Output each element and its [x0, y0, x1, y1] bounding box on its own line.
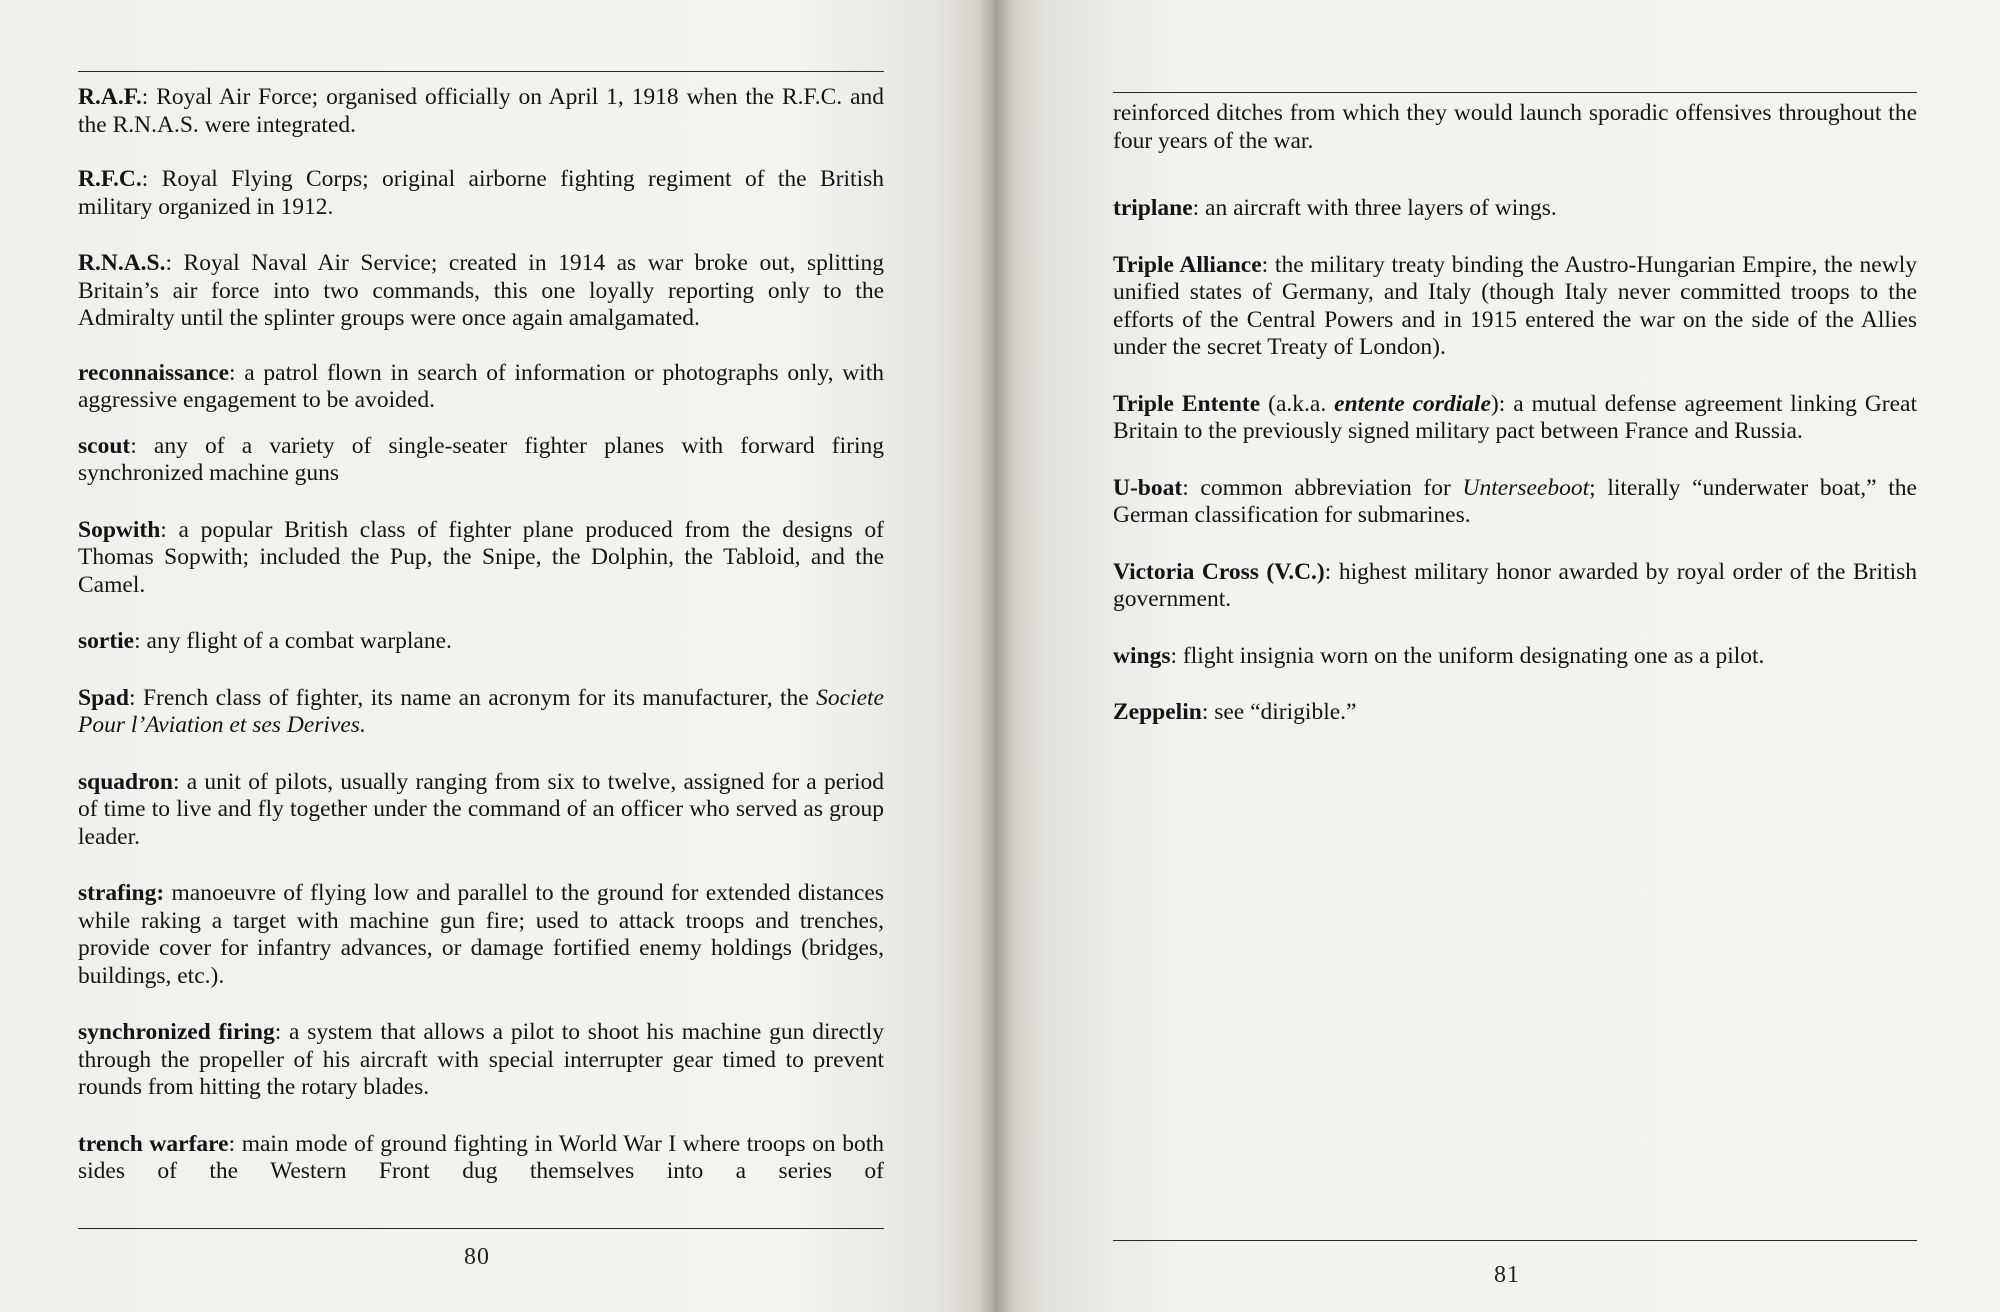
glossary-entry-sopwith: Sopwith: a popular British class of fighter plane produced from the designs of Thomas Sopwith; included the Pup, the Snipe, the Dolphin, the Tabloid, and the Camel. [78, 516, 885, 598]
glossary-entry-rnas: R.N.A.S.: Royal Naval Air Service; created in 1914 as war broke out, splitting Britain’s air force into two commands, this one loyally reporting only to the Admiralty until the splinter groups were once again amalgamated. [78, 250, 884, 331]
term: wings [1113, 642, 1171, 669]
definition: a popular British class of fighter plane produced from the designs of Thomas Sopwith; included the Pup, the Snipe, the Dolphin, the Tabloid, and the Camel. [78, 516, 885, 598]
right-page [995, 0, 2000, 1312]
bottom-rule [1113, 1240, 1917, 1241]
definition: a system that allows a pilot to shoot his machine gun directly through the propeller of his aircraft with special interrupter gear timed to prevent rounds from hitting the rotary blades. [78, 1019, 885, 1100]
glossary-entry-spad: Spad: French class of fighter, its name an acronym for its manufacturer, the Societe Pour l’Aviation et ses Derives. [78, 684, 884, 738]
term: squadron [78, 768, 173, 795]
term: triplane [1113, 195, 1193, 221]
term: Triple Alliance [1113, 251, 1262, 278]
continuation-text: reinforced ditches from which they would launch sporadic offensives throughout the four years of the war. [1113, 100, 1917, 154]
left-glossary [78, 84, 884, 1186]
definition: an aircraft with three layers of wings. [1205, 195, 1557, 221]
definition: see “dirigible.” [1214, 699, 1357, 725]
term: scout [78, 432, 131, 459]
glossary-entry-rfc: R.F.C.: Royal Flying Corps; original airborne fighting regiment of the British military organized in 1912. [78, 166, 884, 220]
glossary-entry-triplane: triplane: an aircraft with three layers of wings. [1113, 195, 1557, 221]
definition: the military treaty binding the Austro-Hungarian Empire, the newly unified states of Germany, and Italy (though Italy never committed troops to the efforts of the Central Powers and in 1915 entered the war on the side of the Allies under the secret Treaty of London). [1113, 251, 1917, 360]
top-rule [1113, 92, 1917, 93]
glossary-entry-squadron: squadron: a unit of pilots, usually ranging from six to twelve, assigned for a period of time to live and fly together under the command of an officer who served as group leader. [78, 768, 884, 850]
term: Spad [78, 684, 129, 711]
glossary-entry-reconnaissance: reconnaissance: a patrol flown in search of information or photographs only, with aggressive engagement to be avoided. [78, 359, 884, 413]
term: U-boat [1113, 474, 1183, 501]
glossary-entry-wings: wings: flight insignia worn on the uniform designating one as a pilot. [1113, 642, 1765, 669]
term: Victoria Cross (V.C.) [1113, 558, 1325, 585]
book-gutter [978, 0, 1014, 1312]
left-page [0, 0, 995, 1312]
page-number: 80 [464, 1244, 490, 1270]
term-alias: entente cordiale [1334, 390, 1491, 417]
term: strafing: [78, 880, 165, 906]
term: synchronized firing [78, 1019, 275, 1045]
bottom-rule [78, 1228, 884, 1229]
glossary-entry-raf: R.A.F.: Royal Air Force; organised officially on April 1, 1918 when the R.F.C. and the R.N.A.S. were integrated. [78, 84, 884, 138]
definition: Royal Naval Air Service; created in 1914 as war broke out, splitting Britain’s air force into two commands, this one loyally reporting only to the Admiralty until the splinter groups were once again amalgamated. [78, 250, 884, 331]
definition-italic: Societe Pour l’Aviation et ses Derives. [78, 684, 884, 738]
definition: ; literally “underwater boat,” the German classification for submarines. [1113, 474, 1917, 528]
right-glossary [1113, 100, 1917, 727]
glossary-entry-trench-warfare: trench warfare: main mode of ground fighting in World War I where troops on both sides of the Western Front dug themselves into a series of [78, 1130, 884, 1184]
glossary-entry-synchronized-firing: synchronized firing: a system that allows a pilot to shoot his machine gun directly through the propeller of his aircraft with special interrupter gear timed to prevent rounds from hitting the rotary blades. [78, 1019, 885, 1100]
definition-italic: Unterseeboot [1462, 474, 1590, 501]
definition: a mutual defense agreement linking Great Britain to the previously signed military pact between France and Russia. [1113, 390, 1918, 444]
definition: French class of fighter, its name an acronym for its manufacturer, the [142, 684, 817, 711]
definition: flight insignia worn on the uniform designating one as a pilot. [1182, 642, 1765, 669]
term: Zeppelin [1113, 699, 1202, 725]
glossary-entry-victoria-cross: Victoria Cross (V.C.): highest military honor awarded by royal order of the British government. [1113, 558, 1917, 612]
term: reconnaissance [78, 359, 230, 386]
term: sortie [78, 628, 135, 654]
term: Triple Entente [1113, 390, 1261, 417]
definition: Royal Air Force; organised officially on April 1, 1918 when the R.F.C. and the R.N.A.S. were integrated. [78, 84, 884, 138]
definition: highest military honor awarded by royal order of the British government. [1113, 558, 1917, 612]
definition: main mode of ground fighting in World War I where troops on both sides of the Western Front dug themselves into a series of [78, 1130, 884, 1184]
definition: Royal Flying Corps; original airborne fighting regiment of the British military organized in 1912. [78, 166, 884, 220]
glossary-entry-strafing [78, 880, 884, 990]
glossary-entry-triple-entente: Triple Entente (a.k.a. entente cordiale): a mutual defense agreement linking Great Britain to the previously signed military pact between France and Russia. [1113, 390, 1918, 444]
glossary-entry-scout: scout: any of a variety of single-seater fighter planes with forward firing synchronized machine guns [78, 432, 884, 486]
term: trench warfare [78, 1130, 229, 1157]
term: R.F.C. [78, 166, 142, 192]
term: R.N.A.S. [78, 250, 166, 276]
page-number: 81 [1494, 1262, 1520, 1288]
glossary-entry-triple-alliance: Triple Alliance: the military treaty binding the Austro-Hungarian Empire, the newly unified states of Germany, and Italy (though Italy never committed troops to the efforts of the Central Powers and in 1915 entered the war on the side of the Allies under the secret Treaty of London). [1113, 251, 1917, 360]
definition: a patrol flown in search of information or photographs only, with aggressive engagement to be avoided. [78, 359, 884, 413]
glossary-entry-sortie: sortie: any flight of a combat warplane. [78, 628, 452, 654]
top-rule [78, 71, 884, 72]
definition: manoeuvre of flying low and parallel to the ground for extended distances while raking a target with machine gun fire; used to attack troops and trenches, provide cover for infantry advances, or damage fortified enemy holdings (bridges, buildings, etc.). [78, 880, 885, 989]
term: R.A.F. [78, 84, 142, 110]
glossary-entry-u-boat: U-boat: common abbreviation for Unterseeboot; literally “underwater boat,” the German classification for submarines. [1113, 474, 1917, 528]
definition: any of a variety of single-seater fighter planes with forward firing synchronized machine guns [78, 432, 884, 486]
term: Sopwith [78, 516, 161, 543]
definition: a unit of pilots, usually ranging from six to twelve, assigned for a period of time to live and fly together under the command of an officer who served as group leader. [78, 768, 884, 850]
glossary-entry-zeppelin: Zeppelin: see “dirigible.” [1113, 699, 1357, 725]
definition: any flight of a combat warplane. [146, 628, 452, 654]
